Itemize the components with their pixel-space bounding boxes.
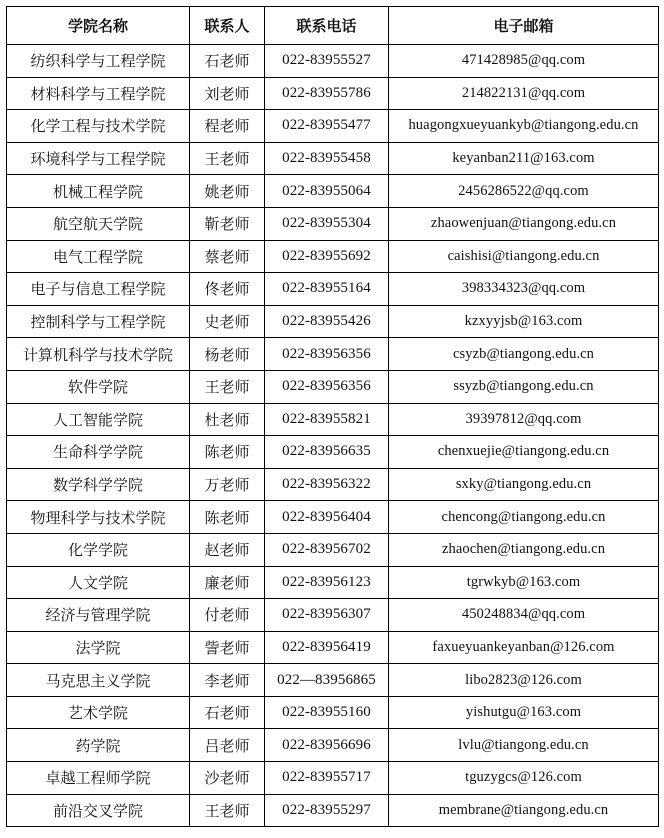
- college-name-cell: 艺术学院: [7, 696, 190, 729]
- email-address-cell: huagongxueyuankyb@tiangong.edu.cn: [389, 110, 659, 143]
- table-row: [7, 77, 659, 110]
- phone-number-cell: 022-83955297: [265, 794, 389, 827]
- email-address-cell: kzxyyjsb@163.com: [389, 305, 659, 338]
- email-address-cell: 214822131@qq.com: [389, 77, 659, 110]
- email-address-cell: libo2823@126.com: [389, 664, 659, 697]
- college-name-cell: 环境科学与工程学院: [7, 142, 190, 175]
- email-address-cell: zhaowenjuan@tiangong.edu.cn: [389, 207, 659, 240]
- email-address-cell: sxky@tiangong.edu.cn: [389, 468, 659, 501]
- email-address-cell: caishisi@tiangong.edu.cn: [389, 240, 659, 273]
- table-row: [7, 631, 659, 664]
- email-address-cell: 450248834@qq.com: [389, 599, 659, 632]
- header-phone: 联系电话: [265, 7, 389, 45]
- phone-number-cell: 022-83955304: [265, 207, 389, 240]
- phone-number-cell: 022-83955527: [265, 45, 389, 78]
- table-row: [7, 599, 659, 632]
- email-address-cell: tguzygcs@126.com: [389, 762, 659, 795]
- email-address-cell: faxueyuankeyanban@126.com: [389, 631, 659, 664]
- contact-person-cell: 沙老师: [190, 762, 265, 795]
- table-row: [7, 207, 659, 240]
- contact-person-cell: 王老师: [190, 142, 265, 175]
- contact-person-cell: 杨老师: [190, 338, 265, 371]
- phone-number-cell: 022-83955458: [265, 142, 389, 175]
- contact-person-cell: 吕老师: [190, 729, 265, 762]
- college-name-cell: 计算机科学与技术学院: [7, 338, 190, 371]
- college-name-cell: 化学学院: [7, 533, 190, 566]
- table-row: [7, 794, 659, 827]
- college-name-cell: 电子与信息工程学院: [7, 273, 190, 306]
- table-row: [7, 468, 659, 501]
- phone-number-cell: 022-83955821: [265, 403, 389, 436]
- email-address-cell: yishutgu@163.com: [389, 696, 659, 729]
- table-row: [7, 729, 659, 762]
- contact-person-cell: 訾老师: [190, 631, 265, 664]
- email-address-cell: csyzb@tiangong.edu.cn: [389, 338, 659, 371]
- phone-number-cell: 022-83956356: [265, 370, 389, 403]
- contact-person-cell: 赵老师: [190, 533, 265, 566]
- contact-person-cell: 姚老师: [190, 175, 265, 208]
- contact-person-cell: 石老师: [190, 696, 265, 729]
- college-name-cell: 控制科学与工程学院: [7, 305, 190, 338]
- email-address-cell: zhaochen@tiangong.edu.cn: [389, 533, 659, 566]
- table-row: [7, 175, 659, 208]
- table-row: [7, 370, 659, 403]
- contact-person-cell: 刘老师: [190, 77, 265, 110]
- phone-number-cell: 022-83955692: [265, 240, 389, 273]
- contact-person-cell: 王老师: [190, 370, 265, 403]
- email-address-cell: chencong@tiangong.edu.cn: [389, 501, 659, 534]
- phone-number-cell: 022-83955164: [265, 273, 389, 306]
- header-row: [7, 7, 659, 45]
- email-address-cell: ssyzb@tiangong.edu.cn: [389, 370, 659, 403]
- table-header: [7, 7, 659, 45]
- college-name-cell: 经济与管理学院: [7, 599, 190, 632]
- contact-person-cell: 万老师: [190, 468, 265, 501]
- table-row: [7, 436, 659, 469]
- college-name-cell: 药学院: [7, 729, 190, 762]
- college-name-cell: 前沿交叉学院: [7, 794, 190, 827]
- table-row: [7, 142, 659, 175]
- college-name-cell: 机械工程学院: [7, 175, 190, 208]
- table-row: [7, 533, 659, 566]
- college-name-cell: 数学科学学院: [7, 468, 190, 501]
- email-address-cell: 471428985@qq.com: [389, 45, 659, 78]
- email-address-cell: lvlu@tiangong.edu.cn: [389, 729, 659, 762]
- phone-number-cell: 022-83955064: [265, 175, 389, 208]
- college-name-cell: 人工智能学院: [7, 403, 190, 436]
- table-row: [7, 403, 659, 436]
- contact-person-cell: 靳老师: [190, 207, 265, 240]
- phone-number-cell: 022-83955477: [265, 110, 389, 143]
- contact-person-cell: 廉老师: [190, 566, 265, 599]
- college-name-cell: 化学工程与技术学院: [7, 110, 190, 143]
- table-row: [7, 762, 659, 795]
- email-address-cell: chenxuejie@tiangong.edu.cn: [389, 436, 659, 469]
- phone-number-cell: 022-83955160: [265, 696, 389, 729]
- table-row: [7, 45, 659, 78]
- contact-person-cell: 陈老师: [190, 436, 265, 469]
- college-name-cell: 卓越工程师学院: [7, 762, 190, 795]
- table-row: [7, 566, 659, 599]
- phone-number-cell: 022—83956865: [265, 664, 389, 697]
- table-row: [7, 338, 659, 371]
- college-name-cell: 材料科学与工程学院: [7, 77, 190, 110]
- contact-person-cell: 佟老师: [190, 273, 265, 306]
- contact-person-cell: 王老师: [190, 794, 265, 827]
- college-name-cell: 纺织科学与工程学院: [7, 45, 190, 78]
- phone-number-cell: 022-83955426: [265, 305, 389, 338]
- header-college: 学院名称: [7, 7, 190, 45]
- contact-person-cell: 蔡老师: [190, 240, 265, 273]
- contact-person-cell: 史老师: [190, 305, 265, 338]
- contact-person-cell: 程老师: [190, 110, 265, 143]
- contact-person-cell: 石老师: [190, 45, 265, 78]
- phone-number-cell: 022-83956322: [265, 468, 389, 501]
- email-address-cell: 398334323@qq.com: [389, 273, 659, 306]
- table-row: [7, 664, 659, 697]
- college-name-cell: 法学院: [7, 631, 190, 664]
- college-name-cell: 生命科学学院: [7, 436, 190, 469]
- table-row: [7, 273, 659, 306]
- college-name-cell: 电气工程学院: [7, 240, 190, 273]
- phone-number-cell: 022-83956356: [265, 338, 389, 371]
- phone-number-cell: 022-83956123: [265, 566, 389, 599]
- phone-number-cell: 022-83956696: [265, 729, 389, 762]
- contact-person-cell: 杜老师: [190, 403, 265, 436]
- phone-number-cell: 022-83956702: [265, 533, 389, 566]
- college-name-cell: 人文学院: [7, 566, 190, 599]
- contact-table-wrapper: [6, 6, 659, 827]
- email-address-cell: membrane@tiangong.edu.cn: [389, 794, 659, 827]
- phone-number-cell: 022-83956307: [265, 599, 389, 632]
- college-name-cell: 物理科学与技术学院: [7, 501, 190, 534]
- contact-person-cell: 付老师: [190, 599, 265, 632]
- phone-number-cell: 022-83956419: [265, 631, 389, 664]
- phone-number-cell: 022-83955786: [265, 77, 389, 110]
- table-row: [7, 240, 659, 273]
- table-row: [7, 110, 659, 143]
- email-address-cell: tgrwkyb@163.com: [389, 566, 659, 599]
- phone-number-cell: 022-83956404: [265, 501, 389, 534]
- table-row: [7, 696, 659, 729]
- contact-person-cell: 陈老师: [190, 501, 265, 534]
- contact-person-cell: 李老师: [190, 664, 265, 697]
- email-address-cell: keyanban211@163.com: [389, 142, 659, 175]
- header-email: 电子邮箱: [389, 7, 659, 45]
- header-contact: 联系人: [190, 7, 265, 45]
- college-name-cell: 软件学院: [7, 370, 190, 403]
- table-row: [7, 305, 659, 338]
- email-address-cell: 39397812@qq.com: [389, 403, 659, 436]
- table-row: [7, 501, 659, 534]
- college-name-cell: 航空航天学院: [7, 207, 190, 240]
- email-address-cell: 2456286522@qq.com: [389, 175, 659, 208]
- table-body: [7, 45, 659, 827]
- college-name-cell: 马克思主义学院: [7, 664, 190, 697]
- phone-number-cell: 022-83956635: [265, 436, 389, 469]
- college-contact-table: [6, 6, 659, 827]
- phone-number-cell: 022-83955717: [265, 762, 389, 795]
